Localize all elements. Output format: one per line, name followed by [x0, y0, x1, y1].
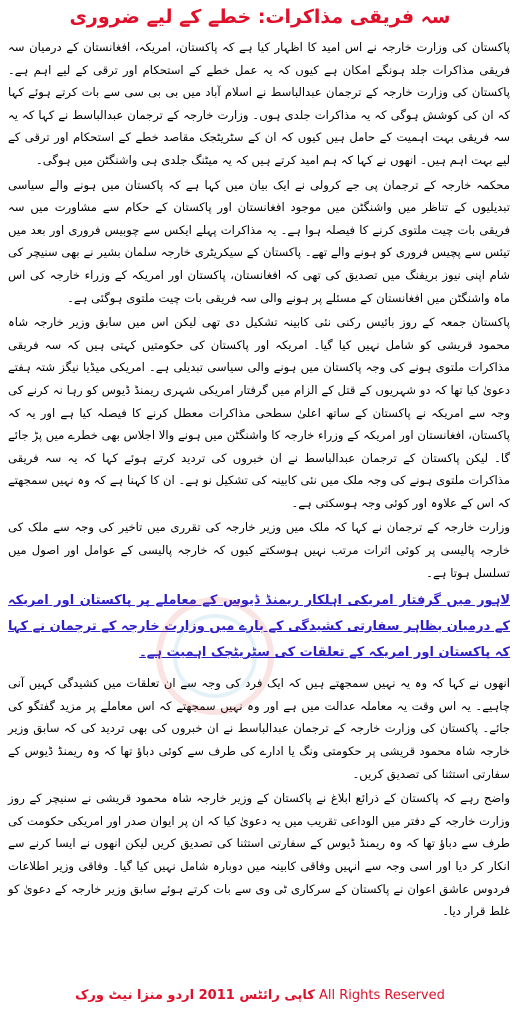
- article-body: [0, 36, 520, 923]
- paragraph: پاکستان کی وزارت خارجہ نے اس امید کا اظہار کیا ہے کہ پاکستان، امریکہ، افغانستان کے درمیان سہ فریقی مذاکرات جلد ہونگے امکان ہے کیوں کہ یہ عمل خطے کے استحکام اور ترقی کے لیے اہم ہے۔ پاکستان کی وزارت خارجہ کے ترجمان عبدالباسط نے اسلام آباد میں بی بی سی سے بات کرتے ہوئے کہا کہ ان کی کوشش ہوگی کہ یہ مذاکرات جلدی ہوں۔ وزارت خارجہ کے ترجمان عبدالباسط نے کہا کہ یہ سہ فریقی بہت اہمیت کے حامل ہیں کیوں کہ ان کے سٹریٹجک مقاصد خطے کے استحکام اور ترقی کے لیے بہت اہم ہیں۔ انھوں نے کہا کہ ہم امید کرتے ہیں کہ یہ میٹنگ جلدی ہی واشنگٹن میں ہوگی۔: [8, 40, 510, 167]
- paragraph: انھوں نے کہا کہ وہ یہ نہیں سمجھتے ہیں کہ ایک فرد کی وجہ سے ان تعلقات میں کشیدگی کہیں آنی چاہیے۔ یہ اس وقت یہ معاملہ عدالت میں ہے اور وہ نہیں سمجھتے کہ اس معاملے پر مزید گفتگو کی جائے۔ پاکستان کی وزارت خارجہ کے ترجمان عبدالباسط نے ان خبروں کی بھی تردید کی کہ سابق وزیر خارجہ شاہ محمود قریشی پر حکومتی ونگ یا ادارے کی طرف سے کوئی دباؤ تھا کہ وہ ریمنڈ ڈیوس کے سفارتی استثنا کی تصدیق کریں۔: [8, 676, 510, 781]
- article-headline: سہ فریقی مذاکرات: خطے کے لیے ضروری: [69, 6, 451, 28]
- copyright-footer: [0, 988, 520, 1003]
- paragraph: وزارت خارجہ کے ترجمان نے کہا کہ ملک میں وزیر خارجہ کی تقرری میں تاخیر کی وجہ سے ملک کی خارجہ پالیسی پر کوئی اثرات مرتب نہیں ہوسکتے کیوں کہ خارجہ پالیسی کے عوامل اور اصول میں تسلسل ہوتا ہے۔: [8, 520, 510, 580]
- paragraph: محکمہ خارجہ کے ترجمان پی جے کرولی نے ایک بیان میں کہا ہے کہ پاکستان میں ہونے والے سیاسی تبدیلیوں کے تناظر میں واشنگٹن میں موجود افغانستان اور پاکستان کے حکام سے مشاورت میں سہ فریقی بات چیت ملتوی کرنے کا فیصلہ ہوا ہے۔ یہ مذاکرات پہلے ایکس سے چوبیس فروری اور بعد میں تیئس سے پچیس فروری کو ہونے والے تھے۔ پاکستان کے سیکریٹری خارجہ سلمان بشیر نے بھی سنیچر کی شام اپنی نیوز بریفنگ میں تصدیق کی تھی کہ افغانستان، پاکستان اور امریکہ کے وزراء خارجہ کی اس ماہ واشنگٹن میں افغانستان کے مسئلے پر ہونے والی سہ فریقی بات چیت ملتوی ہوگئی ہے۔: [8, 177, 510, 305]
- copyright-english: All Rights Reserved: [318, 988, 445, 1003]
- paragraph: پاکستان جمعہ کے روز بائیس رکنی نئی کابینہ تشکیل دی تھی لیکن اس میں سابق وزیر خارجہ شاہ محمود قریشی کو شامل نہیں کیا گیا۔ امریکہ اور پاکستان کی حکومتیں کہتی ہیں کہ سہ فریقی مذاکرات ملتوی ہونے کی وجہ پاکستان میں ہونے والی سیاسی تبدیلی ہے۔ امریکی میڈیا نیگز شتہ ہفتے دعویٰ کیا تھا کہ دو شہریوں کے قتل کے الزام میں گرفتار امریکی شہری ریمنڈ ڈیوس کو رہا نہ کرنے کی وجہ سے امریکہ نے پاکستان کے ساتھ اعلیٰ سطحی مذاکرات معطل کرنے کا فیصلہ کیا ہے اور یہ کہ پاکستان، افغانستان اور امریکہ کے وزراء خارجہ کا واشنگٹن میں ہونے والا اجلاس بھی خطرے میں پڑ جائے گا۔ لیکن پاکستان کے ترجمان عبدالباسط نے ان خبروں کی تردید کرتے ہوئے کہا کہ یہ سہ فریقی مذاکرات ملتوی ہونے کی وجہ ملک میں نئی کابینہ کی تشکیل نو ہے۔ ان کا کہنا ہے کہ وہ نہیں سمجھتے کہ اس کے علاوہ اور کوئی وجہ ہوسکتی ہے۔: [8, 315, 510, 510]
- copyright-urdu: کاپی رائٹس 2011 اردو منزا نیٹ ورک: [75, 988, 315, 1003]
- paragraph: واضح رہے کہ پاکستان کے ذرائع ابلاغ نے پاکستان کے وزیر خارجہ شاہ محمود قریشی نے سنیچر کے روز وزارت خارجہ کے دفتر میں الوداعی تقریب میں یہ دعویٰ کیا کہ ان پر ایوان صدر اور امریکی حکومت کی طرف سے دباؤ تھا کہ وہ ریمنڈ ڈیوس کے سفارتی استثنا کی تصدیق کریں لیکن انھوں نے ایسا کرنے سے انکار کر دیا اور اسی وجہ سے انہیں وفاقی کابینہ میں دوبارہ شامل نہیں کیا گیا۔ وفاقی وزیر اطلاعات فردوس عاشق اعوان نے پاکستان کے سرکاری ٹی وی سے بات کرتے ہوئے سابق وزیر خارجہ کے دعویٰ کو غلط قرار دیا۔: [8, 791, 510, 919]
- highlighted-paragraph: لاہور میں گرفتار امریکی اہلکار ریمنڈ ڈیوس کے معاملے پر پاکستان اور امریکہ کے درمیان بظاہر سفارتی کشیدگی کے بارے میں وزارت خارجہ کے ترجمان نے کہا کہ پاکستان اور امریکہ کے تعلقات کی سٹریٹجک اہمیت ہے۔: [8, 593, 510, 661]
